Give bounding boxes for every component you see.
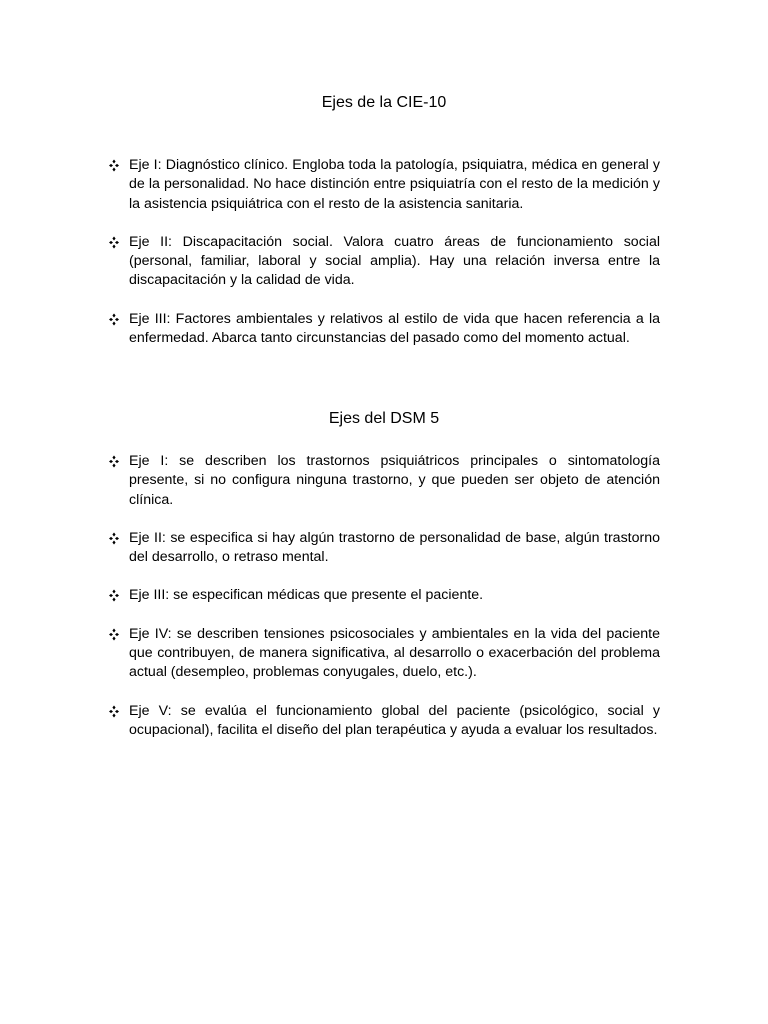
- dsm5-axes-list: [108, 452, 660, 759]
- list-item: [108, 233, 660, 291]
- four-diamond-bullet-icon: [108, 452, 122, 471]
- section-title-dsm5: Ejes del DSM 5: [328, 410, 440, 427]
- list-item-text: Eje IV: se describen tensiones psicosociales y ambientales en la vida del paciente que contribuyen, de manera significativa, al desarrollo o exacerbación del problema actual (desempleo, problemas conyugales, duelo, etc.).: [129, 625, 660, 681]
- list-item: [108, 702, 660, 741]
- four-diamond-bullet-icon: [108, 233, 122, 252]
- list-item-text: Eje I: se describen los trastornos psiquiátricos principales o sintomatología presente, si no configura ninguna trastorno, y que pueden ser objeto de atención clínica.: [129, 453, 660, 508]
- four-diamond-bullet-icon: [108, 310, 122, 329]
- list-item: [108, 625, 660, 683]
- list-item-text: Eje II: se especifica si hay algún trastorno de personalidad de base, algún trastorno del desarrollo, o retraso mental.: [129, 529, 660, 566]
- list-item: [108, 156, 660, 214]
- list-item-text: Eje II: Discapacitación social. Valora cuatro áreas de funcionamiento social (personal, familiar, laboral y social amplia). Hay una relación inversa entre la discapacitación y la calidad de vida.: [129, 233, 660, 289]
- list-item: [108, 310, 660, 349]
- list-item: [108, 586, 660, 605]
- four-diamond-bullet-icon: [108, 625, 122, 644]
- four-diamond-bullet-icon: [108, 529, 122, 548]
- list-item-text: Eje III: Factores ambientales y relativos al estilo de vida que hacen referencia a la enfermedad. Abarca tanto circunstancias del pasado como del momento actual.: [129, 310, 660, 347]
- list-item: [108, 452, 660, 510]
- four-diamond-bullet-icon: [108, 156, 122, 175]
- list-item-text: Eje V: se evalúa el funcionamiento global del paciente (psicológico, social y ocupacional), facilita el diseño del plan terapéutica y ayuda a evaluar los resultados.: [129, 702, 660, 738]
- four-diamond-bullet-icon: [108, 586, 122, 605]
- cie10-axes-list: [108, 156, 660, 367]
- list-item-text: Eje III: se especifican médicas que presente el paciente.: [129, 587, 484, 604]
- list-item: [108, 529, 660, 568]
- section-title-cie10: Ejes de la CIE-10: [321, 94, 447, 111]
- list-item-text: Eje I: Diagnóstico clínico. Engloba toda la patología, psiquiatra, médica en general y de la personalidad. No hace distinción entre psiquiatría con el resto de la medición y la asistencia psiquiátrica con el resto de la asistencia sanitaria.: [129, 157, 660, 212]
- four-diamond-bullet-icon: [108, 702, 122, 721]
